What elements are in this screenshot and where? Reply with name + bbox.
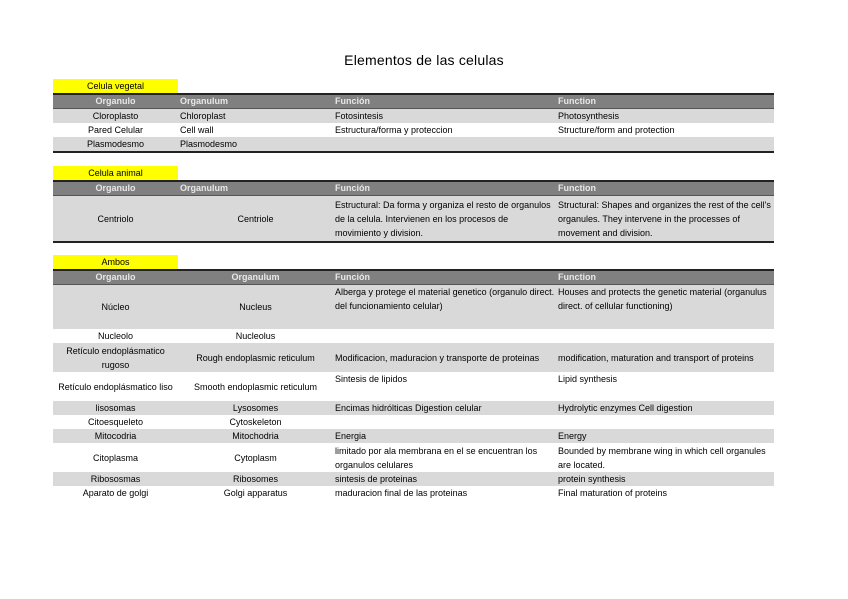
section-label: Celula vegetal [53, 79, 178, 93]
cell-function: Final maturation of proteins [558, 488, 668, 498]
cell-organulum: Ribosomes [232, 474, 279, 484]
header-organulo: Organulo [95, 183, 136, 193]
table-row [53, 109, 774, 123]
cell-funcion: Energia [335, 431, 367, 441]
cell-funcion: Alberga y protege el material genetico (organulo direct. del funcionamiento celular) [335, 287, 555, 311]
header-organulo: Organulo [95, 96, 136, 106]
cell-function: protein synthesis [558, 474, 626, 484]
cell-organulum: Nucleus [239, 302, 272, 312]
table-row [53, 486, 774, 500]
header-funcion: Función [335, 272, 370, 282]
cell-organulo: Mitocodria [94, 431, 137, 441]
cell-funcion: Sintesis de lipidos [335, 374, 408, 384]
cell-funcion: sintesis de proteinas [335, 474, 418, 484]
cell-funcion: Encimas hidrólticas Digestion celular [335, 403, 482, 413]
cell-organulo: Ribososmas [90, 474, 141, 484]
cell-organulum: Lysosomes [232, 403, 279, 413]
cell-organulum: Cytoplasm [234, 452, 277, 463]
cell-funcion: maduracion final de las proteinas [335, 488, 468, 498]
header-funcion: Función [335, 183, 370, 193]
cell-organulo: Retículo endoplásmatico liso [58, 381, 173, 392]
cell-organulum: Rough endoplasmic reticulum [196, 352, 315, 363]
cell-funcion [333, 329, 556, 343]
cell-organulo: Núcleo [101, 302, 130, 312]
cell-function: Energy [558, 431, 587, 441]
cell-organulo: Cloroplasto [92, 111, 139, 121]
cell-organulum: Golgi apparatus [223, 488, 288, 498]
header-row [53, 269, 774, 285]
section-label: Celula animal [53, 166, 178, 180]
cell-function: Houses and protects the genetic material (organulus direct. of cellular functioning) [558, 287, 767, 311]
cell-organulo: Plasmodesmo [86, 139, 145, 149]
cell-function: Hydrolytic enzymes Cell digestion [558, 403, 693, 413]
cell-organulum: Smooth endoplasmic reticulum [193, 381, 318, 392]
table-row [53, 343, 774, 372]
cell-funcion [333, 137, 556, 151]
table-row [53, 329, 774, 343]
cell-organulo: Citoesqueleto [87, 417, 144, 427]
cell-organulum: Cytoskeleton [229, 417, 282, 427]
cell-organulo: Pared Celular [87, 125, 144, 135]
cell-organulum: Centriole [237, 213, 274, 224]
header-organulum: Organulum [231, 272, 280, 282]
cell-function: Structure/form and protection [558, 125, 675, 135]
table-row [53, 123, 774, 137]
cell-function [556, 329, 774, 343]
cell-function: Bounded by membrane wing in which cell organules are located. [558, 445, 766, 470]
cell-funcion [333, 415, 556, 429]
table-row [53, 472, 774, 486]
cell-organulum: Chloroplast [180, 111, 226, 121]
cell-function: modification, maturation and transport of proteins [558, 352, 754, 363]
page-title: Elementos de las celulas [344, 52, 504, 68]
cell-organulum: Plasmodesmo [180, 139, 238, 149]
header-function: Function [558, 272, 596, 282]
header-organulo: Organulo [95, 272, 136, 282]
header-row [53, 180, 774, 196]
header-function: Function [558, 183, 596, 193]
header-organulum: Organulum [180, 96, 229, 106]
cell-function: Lipid synthesis [558, 374, 618, 384]
cell-organulo: Retículo endoplásmatico rugoso [66, 345, 165, 370]
table-row [53, 429, 774, 443]
cell-organulum: Mitochodria [232, 431, 279, 441]
cell-function: Structural: Shapes and organizes the rest of the cell's organules. They intervene in the processes of movement and division. [558, 199, 771, 238]
cell-function: Photosynthesis [558, 111, 620, 121]
section-label: Ambos [53, 255, 178, 269]
table-row [53, 372, 774, 401]
cell-function [556, 137, 774, 151]
cell-organulum: Cell wall [180, 125, 214, 135]
cell-organulo: Aparato de golgi [82, 488, 149, 498]
section-ambos [53, 255, 774, 500]
table-row [53, 285, 774, 329]
table-row [53, 137, 774, 153]
header-function: Function [558, 96, 596, 106]
table-row [53, 443, 774, 472]
section-celula-animal [53, 166, 774, 243]
cell-organulo: Centriolo [97, 213, 134, 224]
cell-funcion: limitado por ala membrana en el se encuentran los organulos celulares [335, 445, 538, 470]
cell-funcion: Modificacion, maduracion y transporte de proteinas [335, 352, 540, 363]
section-celula-vegetal [53, 79, 774, 153]
cell-organulo: Nucleolo [97, 331, 134, 341]
table-row [53, 401, 774, 415]
cell-funcion: Estructura/forma y proteccion [335, 125, 453, 135]
header-row [53, 93, 774, 109]
cell-organulo: Citoplasma [92, 452, 139, 463]
header-organulum: Organulum [180, 183, 229, 193]
table-row [53, 196, 774, 243]
cell-funcion: Estructural: Da forma y organiza el resto de organulos de la celula. Intervienen en los procesos de movimiento y division. [335, 199, 551, 238]
cell-organulo: lisosomas [95, 403, 136, 413]
header-funcion: Función [335, 96, 370, 106]
table-row [53, 415, 774, 429]
cell-function [556, 415, 774, 429]
cell-funcion: Fotosintesis [335, 111, 384, 121]
cell-organulum: Nucleolus [235, 331, 276, 341]
